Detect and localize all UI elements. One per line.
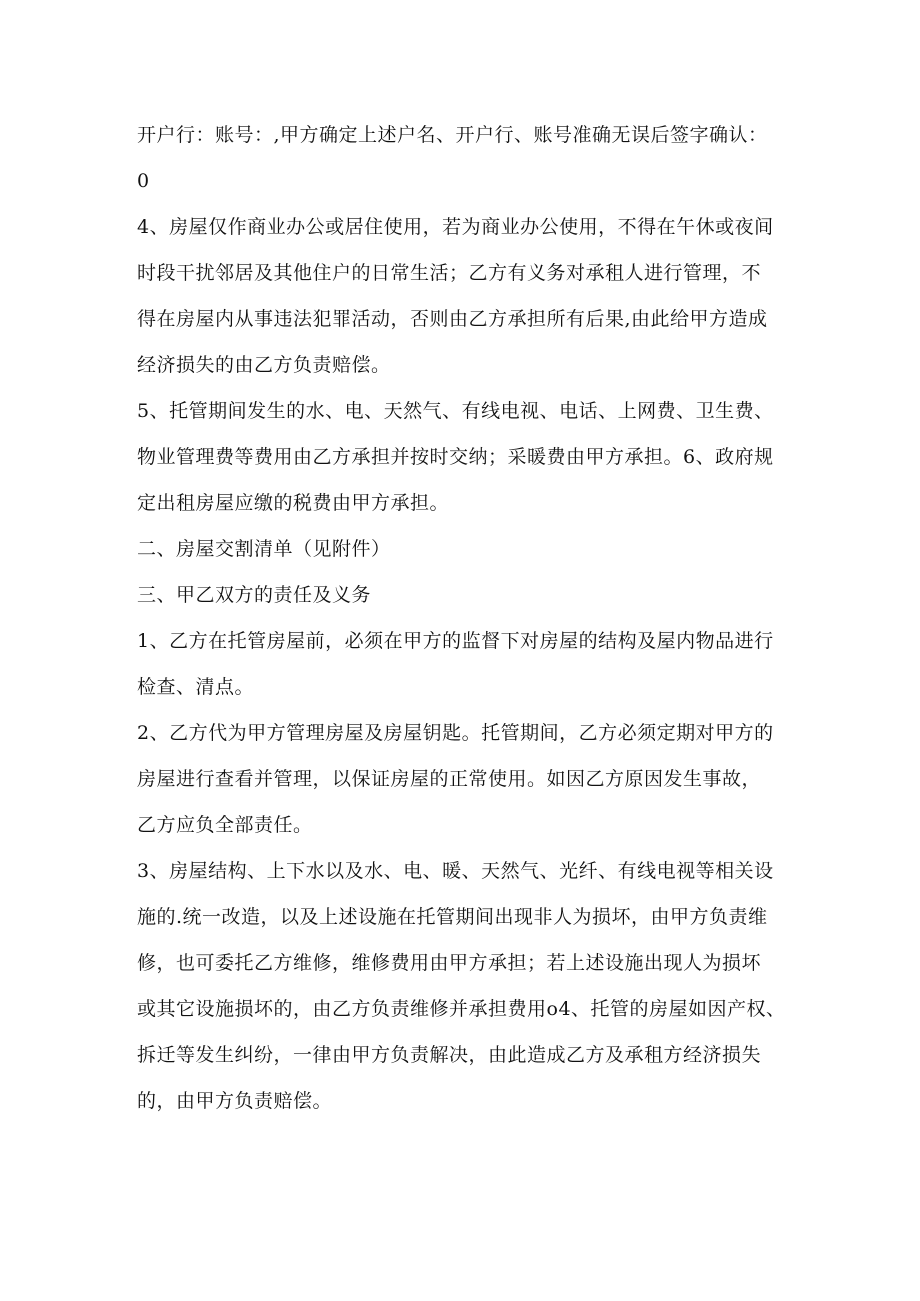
text-line: 0 (137, 170, 150, 192)
text-line: 三、甲乙双方的责任及义务 (137, 584, 372, 606)
paragraph-duty-1 (137, 618, 797, 710)
text-line: 乙方应负全部责任。 (137, 814, 313, 836)
text-line: 得在房屋内从事违法犯罪活动，否则由乙方承担所有后果,由此给甲方造成 (137, 308, 768, 330)
text-line: 的，由甲方负责赔偿。 (137, 1090, 333, 1112)
paragraph-account-info (137, 112, 797, 204)
section-heading-responsibilities (137, 572, 797, 618)
text-line: 时段干扰邻居及其他住户的日常生活；乙方有义务对承租人进行管理，不 (137, 262, 762, 284)
document-body (137, 112, 797, 1124)
text-line: 2、乙方代为甲方管理房屋及房屋钥匙。托管期间，乙方必须定期对甲方的 (137, 722, 774, 744)
paragraph-clause-5 (137, 388, 797, 526)
text-line: 1、乙方在托管房屋前，必须在甲方的监督下对房屋的结构及屋内物品进行 (137, 630, 774, 652)
text-line: 5、托管期间发生的水、电、天然气、有线电视、电话、上网费、卫生费、 (137, 400, 774, 422)
paragraph-duty-3 (137, 848, 797, 1124)
text-line: 施的.统一改造，以及上述设施在托管期间出现非人为损坏，由甲方负责维 (137, 906, 768, 928)
text-line: 修，也可委托乙方维修，维修费用由甲方承担；若上述设施出现人为损坏 (137, 952, 762, 974)
text-line: 定出租房屋应缴的税费由甲方承担。 (137, 492, 450, 514)
text-line: 开户行：账号：,甲方确定上述户名、开户行、账号准确无误后签字确认： (137, 124, 768, 146)
text-line: 或其它设施损坏的，由乙方负责维修并承担费用o4、托管的房屋如因产权、 (137, 998, 786, 1020)
paragraph-duty-2 (137, 710, 797, 848)
text-line: 房屋进行查看并管理，以保证房屋的正常使用。如因乙方原因发生事故， (137, 768, 762, 790)
text-line: 检查、清点。 (137, 676, 255, 698)
text-line: 经济损失的由乙方负责赔偿。 (137, 354, 391, 376)
text-line: 4、房屋仅作商业办公或居住使用，若为商业办公使用，不得在午休或夜间 (137, 216, 774, 238)
paragraph-clause-4 (137, 204, 797, 388)
text-line: 二、房屋交割清单（见附件） (137, 538, 391, 560)
text-line: 物业管理费等费用由乙方承担并按时交纳；采暖费由甲方承担。6、政府规 (137, 446, 774, 468)
text-line: 3、房屋结构、上下水以及水、电、暖、天然气、光纤、有线电视等相关设 (137, 860, 774, 882)
text-line: 拆迁等发生纠纷，一律由甲方负责解决，由此造成乙方及承租方经济损失 (137, 1044, 762, 1066)
section-heading-handover-list (137, 526, 797, 572)
